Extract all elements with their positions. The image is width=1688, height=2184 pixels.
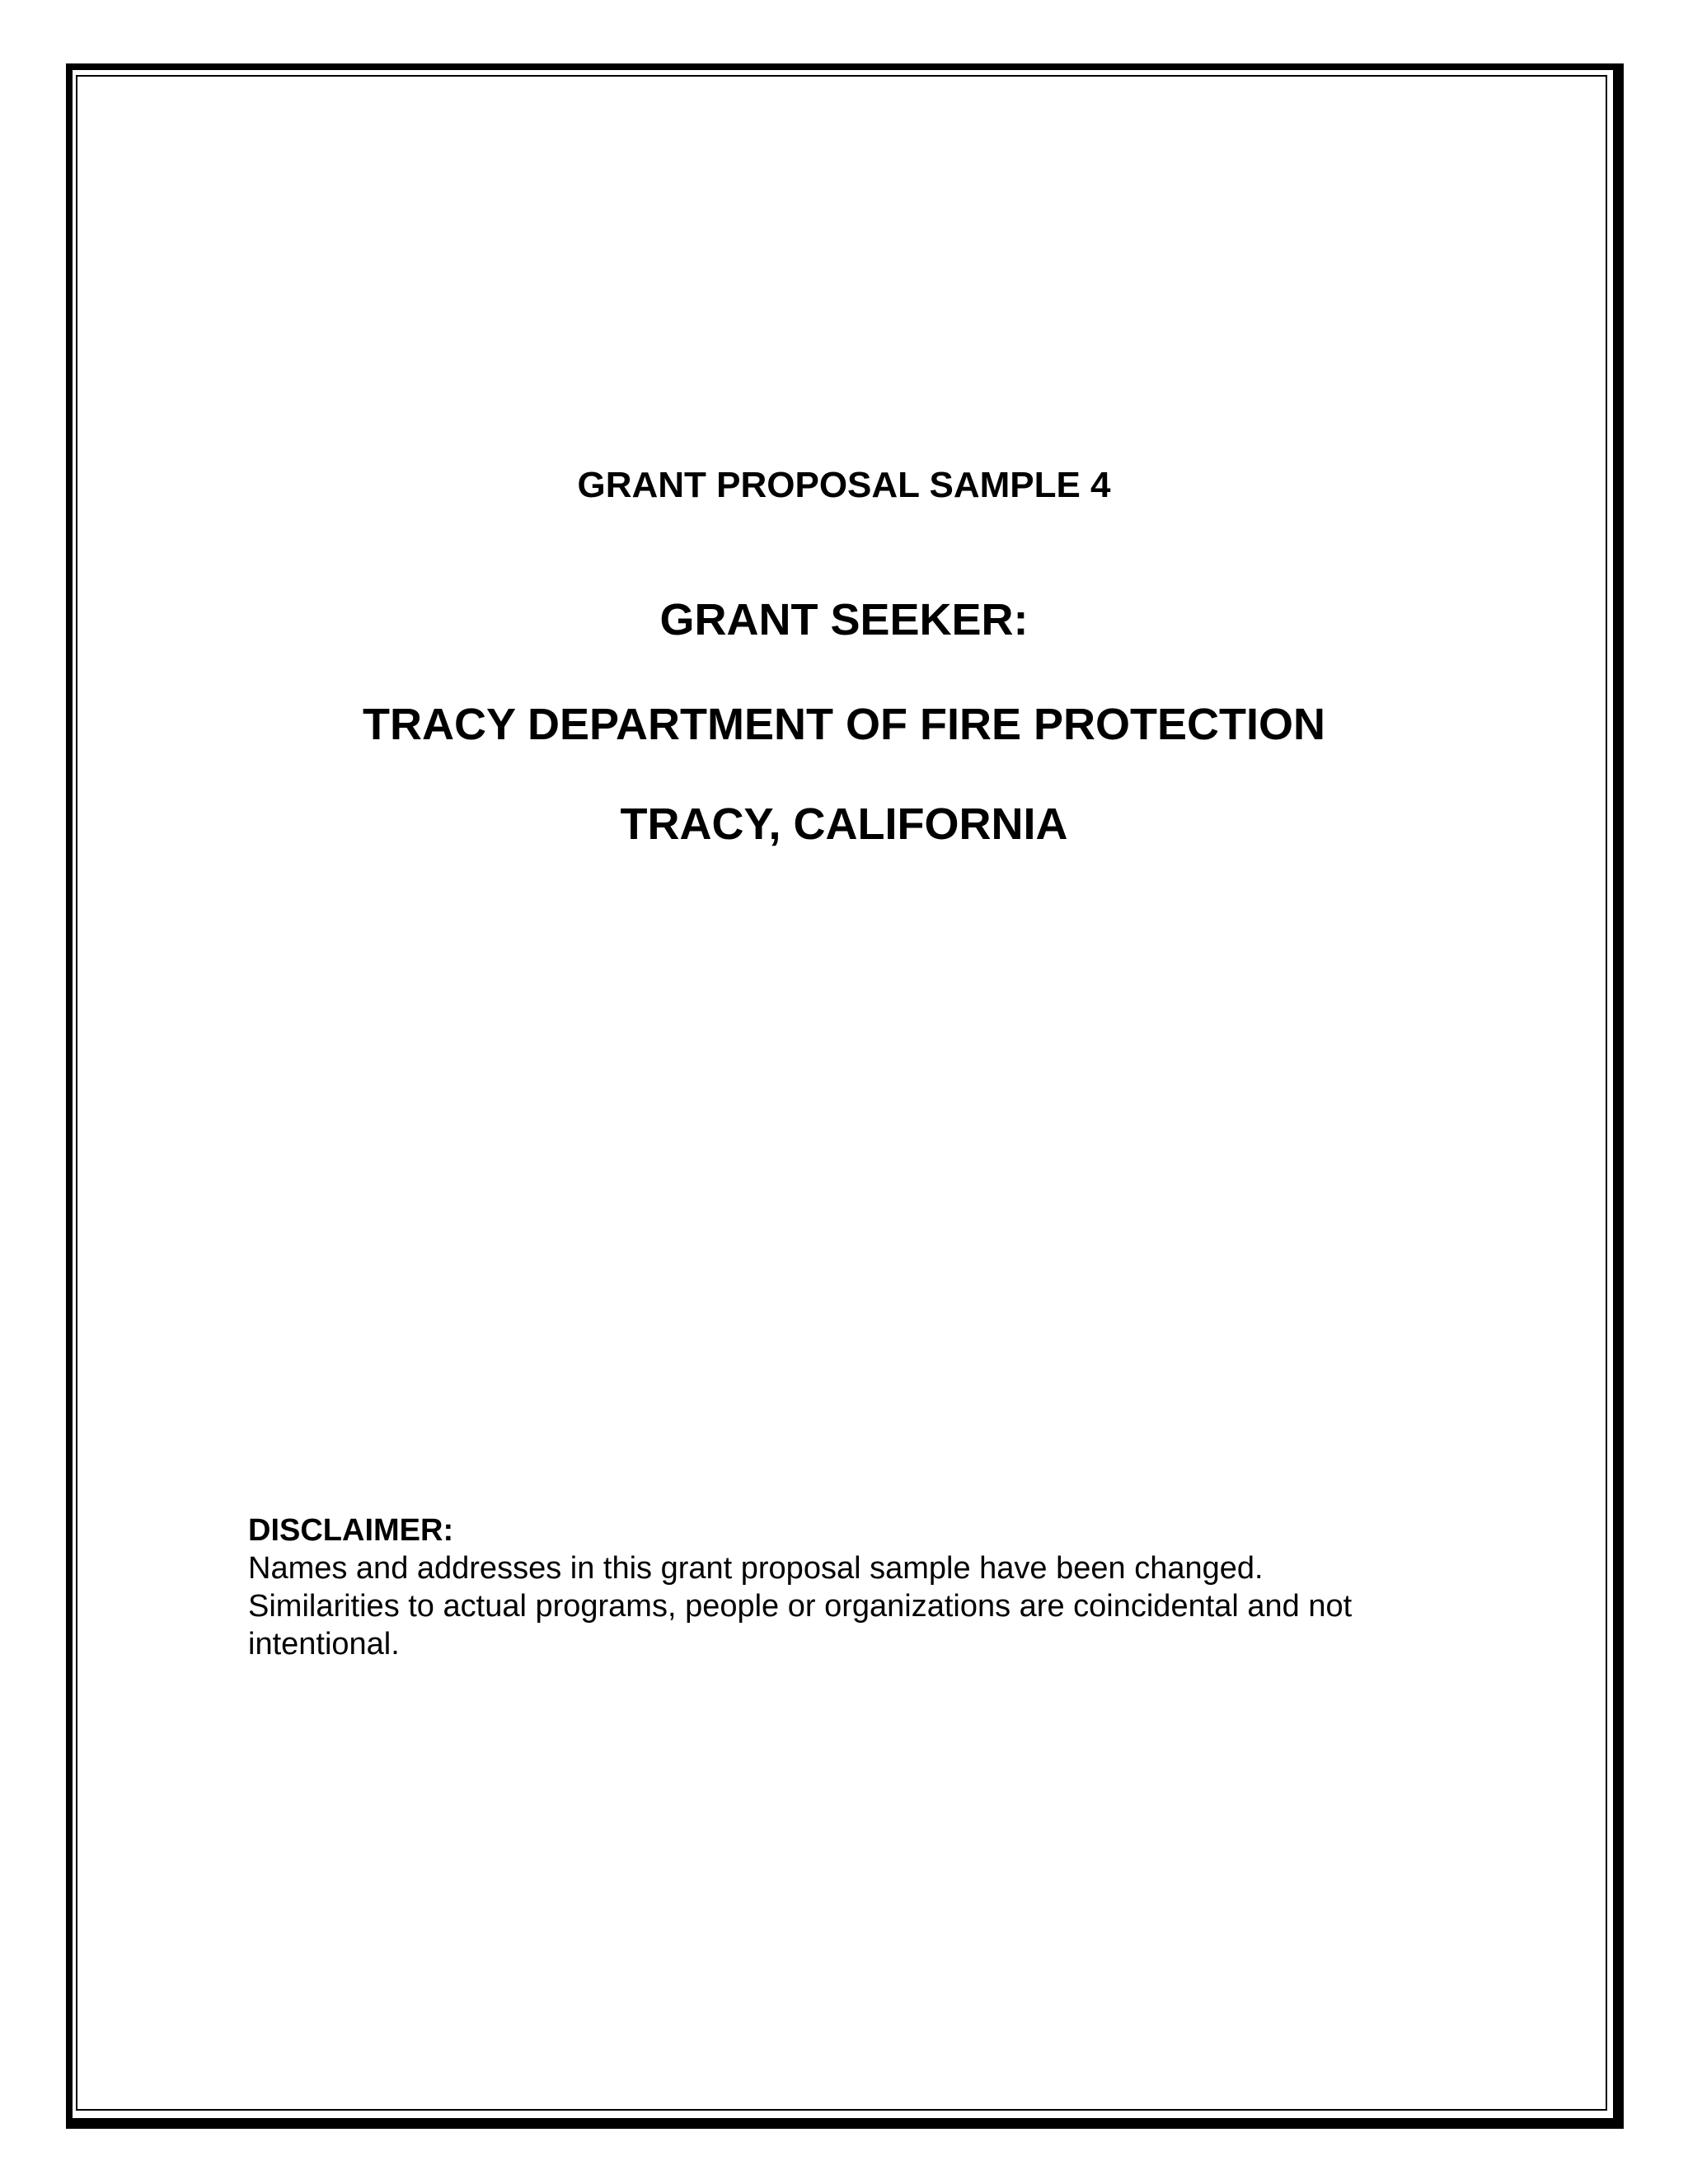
organization-name: TRACY DEPARTMENT OF FIRE PROTECTION <box>362 700 1325 749</box>
organization-location: TRACY, CALIFORNIA <box>620 799 1068 849</box>
grant-seeker-heading: GRANT SEEKER: <box>659 595 1029 644</box>
disclaimer-line: Names and addresses in this grant proposal sample have been changed. <box>248 1551 1264 1586</box>
disclaimer-block <box>248 1511 1484 1663</box>
disclaimer-line: Similarities to actual programs, people or organizations are coincidental and not <box>248 1589 1353 1624</box>
page-border-inner <box>76 75 1607 2111</box>
cover-label: GRANT PROPOSAL SAMPLE 4 <box>577 465 1111 505</box>
disclaimer-heading: DISCLAIMER: <box>248 1513 454 1548</box>
disclaimer-line: intentional. <box>248 1627 400 1661</box>
